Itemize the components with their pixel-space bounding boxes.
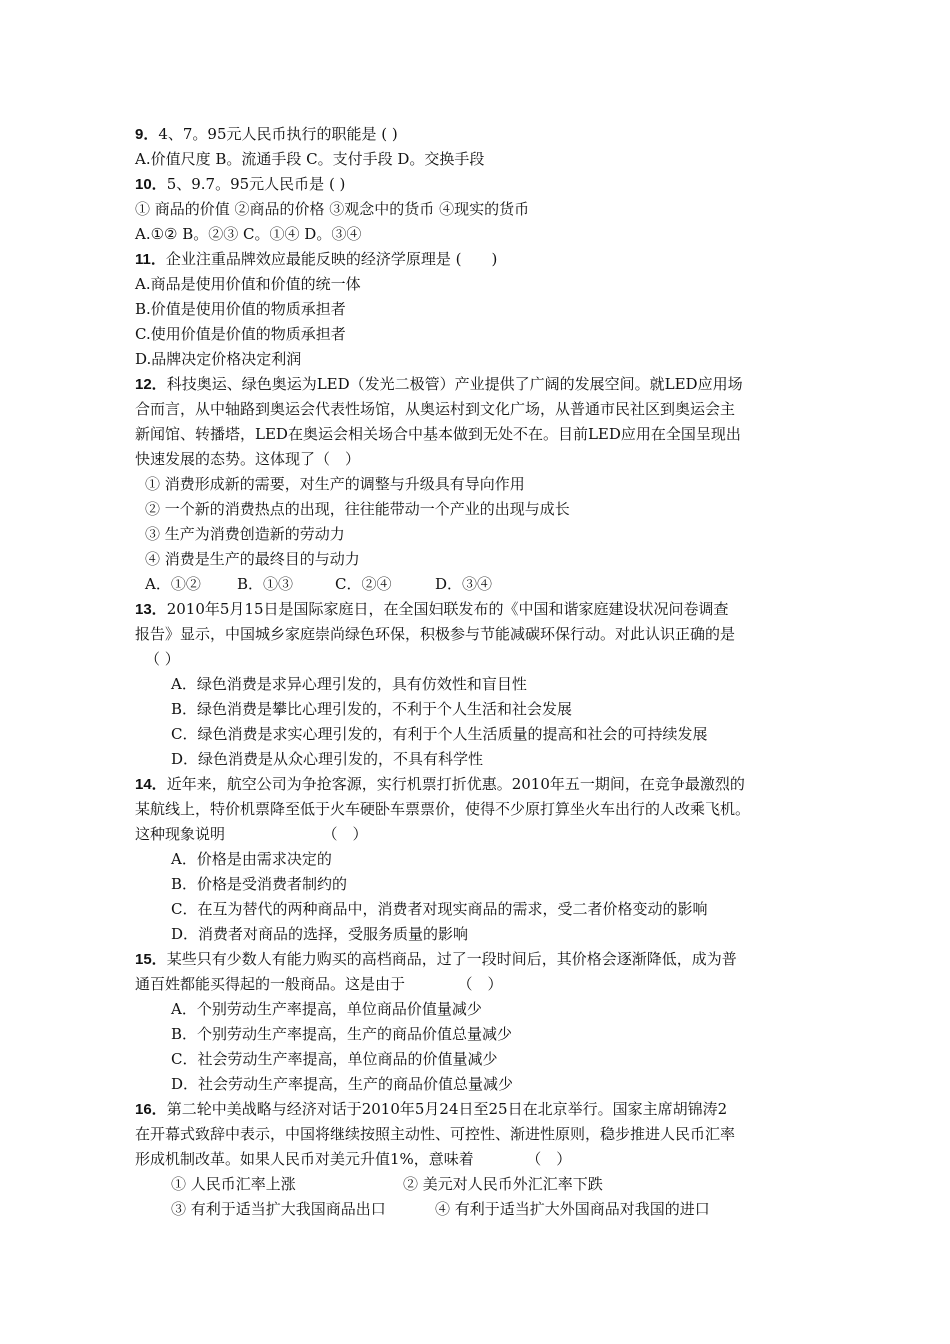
option-d: D.品牌决定价格决定利润 [135,350,302,368]
question-14-stem [135,772,835,797]
question-text: 科技奥运、绿色奥运为LED（发光二极管）产业提供了广阔的发展空间。就LED应用场 [166,375,743,393]
question-text: 合而言，从中轴路到奥运会代表性场馆，从奥运村到文化广场，从普通市民社区到奥运会主 [135,400,736,418]
question-number: 13． [135,601,167,618]
statement-item: ① 消费形成新的需要，对生产的调整与升级具有导向作用 [145,475,525,493]
question-number: 9． [135,126,159,143]
question-text: 报告》显示，中国城乡家庭崇尚绿色环保，积极参与节能减碳环保行动。对此认识正确的是 [135,625,736,643]
statement-item: ③ 生产为消费创造新的劳动力 [145,525,345,543]
question-text: 新闻馆、转播塔，LED在奥运会相关场合中基本做到无处不在。目前LED应用在全国呈现出 [135,425,741,443]
question-text: 某些只有少数人有能力购买的高档商品，过了一段时间后，其价格会逐渐降低，成为普 [166,950,737,968]
statement-item: ① 人民币汇率上涨 [171,1175,296,1193]
question-text: （ ） [145,650,180,668]
statement-item: ② 一个新的消费热点的出现，往往能带动一个产业的出现与成长 [145,500,570,518]
option-c: C．②④ [335,575,392,593]
question-text: 快速发展的态势。这体现了（ ） [135,450,361,468]
option-b: B.价值是使用价值的物质承担者 [135,300,346,318]
question-text: 某航线上，特价机票降至低于火车硬卧车票票价，使得不少原打算坐火车出行的人改乘飞机。 [135,800,751,818]
option-b: B．价格是受消费者制约的 [171,875,348,893]
question-number: 11． [135,251,166,268]
question-text: 企业注重品牌效应最能反映的经济学原理是 ( ) [165,250,498,268]
option-a: A.商品是使用价值和价值的统一体 [135,275,361,293]
question-text: 2010年5月15日是国际家庭日，在全国妇联发布的《中国和谐家庭建设状况问卷调查 [166,600,729,618]
question-text: 第二轮中美战略与经济对话于2010年5月24日至25日在北京举行。国家主席胡锦涛2 [166,1100,728,1118]
question-12-stem [135,372,835,397]
question-10-items: ① 商品的价值 ②商品的价格 ③观念中的货币 ④现实的货币 [135,200,530,218]
question-10-options: A.①② B。②③ C。①④ D。③④ [135,225,362,243]
statement-row [135,1197,835,1222]
question-number: 15． [135,951,167,968]
option-c: C．在互为替代的两种商品中，消费者对现实商品的需求，受二者价格变动的影响 [171,900,708,918]
question-text: 近年来，航空公司为争抢客源，实行机票打折优惠。2010年五一期间，在竞争最激烈的 [166,775,745,793]
question-number: 16． [135,1101,167,1118]
option-b: B．个别劳动生产率提高，生产的商品价值总量减少 [171,1025,513,1043]
option-b: B．绿色消费是攀比心理引发的，不利于个人生活和社会发展 [171,700,573,718]
question-12-options [135,572,835,597]
option-c: C.使用价值是价值的物质承担者 [135,325,346,343]
question-text: 4、7。95元人民币执行的职能是 ( ) [158,125,398,143]
option-c: C．社会劳动生产率提高，单位商品的价值量减少 [171,1050,498,1068]
question-number: 12． [135,376,167,393]
question-text: 通百姓都能买得起的一般商品。这是由于 （ ） [135,975,503,993]
question-10-stem [135,172,835,197]
statement-item: ④ 有利于适当扩大外国商品对我国的进口 [435,1200,710,1218]
question-number: 10． [135,176,167,193]
question-list [135,122,835,1222]
statement-item: ④ 消费是生产的最终目的与动力 [145,550,360,568]
option-c: C．绿色消费是求实心理引发的，有利于个人生活质量的提高和社会的可持续发展 [171,725,708,743]
statement-row [135,1172,835,1197]
option-b: B．①③ [237,575,294,593]
question-13-stem [135,597,835,622]
question-text: 形成机制改革。如果人民币对美元升值1%，意味着 （ ） [135,1150,572,1168]
question-15-stem [135,947,835,972]
option-a: A．价格是由需求决定的 [171,850,332,868]
question-16-stem [135,1097,835,1122]
statement-item: ② 美元对人民币外汇汇率下跌 [403,1175,603,1193]
option-a: A．个别劳动生产率提高，单位商品价值量减少 [171,1000,482,1018]
option-a: A．①② [145,575,201,593]
question-text: 5、9.7。95元人民币是 ( ) [166,175,346,193]
statement-item: ③ 有利于适当扩大我国商品出口 [171,1200,386,1218]
question-9-stem [135,122,835,147]
question-9-options: A.价值尺度 B。流通手段 C。支付手段 D。交换手段 [135,150,485,168]
option-d: D．绿色消费是从众心理引发的，不具有科学性 [171,750,484,768]
option-d: D．③④ [435,575,493,593]
option-a: A．绿色消费是求异心理引发的，具有仿效性和盲目性 [171,675,527,693]
option-d: D．消费者对商品的选择，受服务质量的影响 [171,925,469,943]
question-11-stem [135,247,835,272]
question-text: 在开幕式致辞中表示，中国将继续按照主动性、可控性、渐进性原则，稳步推进人民币汇率 [135,1125,736,1143]
question-text: 这种现象说明 （ ） [135,825,368,843]
question-number: 14． [135,776,167,793]
option-d: D．社会劳动生产率提高，生产的商品价值总量减少 [171,1075,514,1093]
